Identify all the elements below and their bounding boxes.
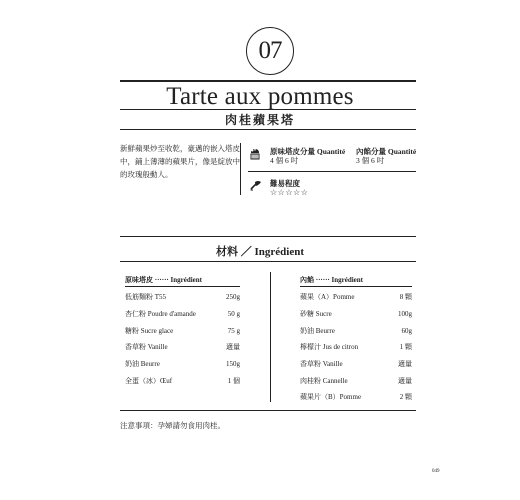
ingredient-name: 奶油 Beurre (300, 327, 335, 335)
ingredient-qty: 2 顆 (399, 393, 412, 401)
ingredients-rule-top (120, 236, 416, 237)
ingredient-qty: 50 g (227, 310, 240, 318)
ingredient-name: 低筋麵粉 T55 (125, 293, 167, 301)
servings-icon-wrap (248, 147, 262, 161)
filling-header: 內餡 ······ Ingrédient (300, 276, 364, 284)
recipe-description: 新鮮蘋果炒至收乾，豪邁的嵌入塔皮中，鋪上薄薄的蘋果片，像是綻放中的玫瑰般動人。 (120, 144, 240, 179)
meta-rule (248, 171, 416, 172)
filling-servings (356, 147, 416, 165)
ingredient-name: 肉桂粉 Cannelle (300, 377, 348, 385)
ingredient-name: 蘋果片（B）Pomme (300, 393, 362, 401)
ingredient-qty: 8 顆 (399, 293, 412, 301)
crust-header-rule (125, 286, 240, 287)
filling-servings-label: 內餡分量 Quantité (356, 147, 417, 156)
ingredient-qty: 60g (401, 327, 412, 335)
cake-icon (248, 147, 262, 161)
difficulty-icon-wrap (249, 178, 263, 192)
note: 注意事項：孕婦請勿食用肉桂。 (120, 421, 225, 430)
difficulty (270, 179, 308, 198)
ingredient-name: 香草粉 Vanille (300, 360, 343, 368)
crust-servings (270, 147, 345, 165)
ingredient-name: 奶油 Beurre (125, 360, 160, 368)
ingredient-name: 杏仁粉 Poudre d'amande (125, 310, 196, 318)
ingredient-qty: 1 顆 (399, 343, 412, 351)
note-rule (120, 410, 416, 411)
ingredient-qty: 適量 (398, 377, 412, 385)
ingredient-qty: 1 個 (227, 377, 240, 385)
recipe-title: Tarte aux pommes (166, 83, 354, 110)
ingredient-qty: 適量 (398, 360, 412, 368)
info-divider (240, 143, 241, 195)
ingredient-name: 砂糖 Sucre (300, 310, 332, 318)
filling-servings-value: 3 個 6 吋 (356, 156, 385, 165)
crust-servings-label: 原味塔皮分量 Quantité (270, 147, 346, 156)
whisk-icon (249, 178, 263, 192)
crust-header: 原味塔皮 ······ Ingrédient (125, 276, 203, 284)
ingredient-name: 蘋果（A）Pomme (300, 293, 355, 301)
recipe-number: 07 (246, 27, 294, 75)
ingredient-qty: 75 g (227, 327, 240, 335)
filling-header-rule (300, 286, 412, 287)
title-rule-mid (120, 109, 416, 110)
ingredient-name: 糖粉 Sucre glace (125, 327, 174, 335)
ingredient-name: 檸檬汁 Jus de citron (300, 343, 359, 351)
title-rule-top (120, 80, 416, 82)
difficulty-label: 難易程度 (270, 179, 300, 188)
title-rule-bottom (120, 129, 416, 130)
recipe-subtitle: 肉桂蘋果塔 (224, 113, 295, 127)
ingredient-qty: 150g (226, 360, 240, 368)
ingredients-rule-bottom (120, 261, 416, 262)
crust-servings-value: 4 個 6 吋 (270, 156, 299, 165)
column-divider (270, 272, 271, 402)
ingredient-qty: 250g (226, 293, 240, 301)
ingredients-heading: 材料 ／ Ingrédient (216, 246, 304, 258)
difficulty-stars: ☆☆☆☆☆ (270, 188, 309, 197)
ingredient-name: 香草粉 Vanille (125, 343, 168, 351)
page-number: 049 (432, 469, 440, 474)
ingredient-qty: 100g (398, 310, 412, 318)
ingredient-qty: 適量 (226, 343, 240, 351)
ingredient-name: 全蛋（冰）Œuf (125, 377, 173, 385)
